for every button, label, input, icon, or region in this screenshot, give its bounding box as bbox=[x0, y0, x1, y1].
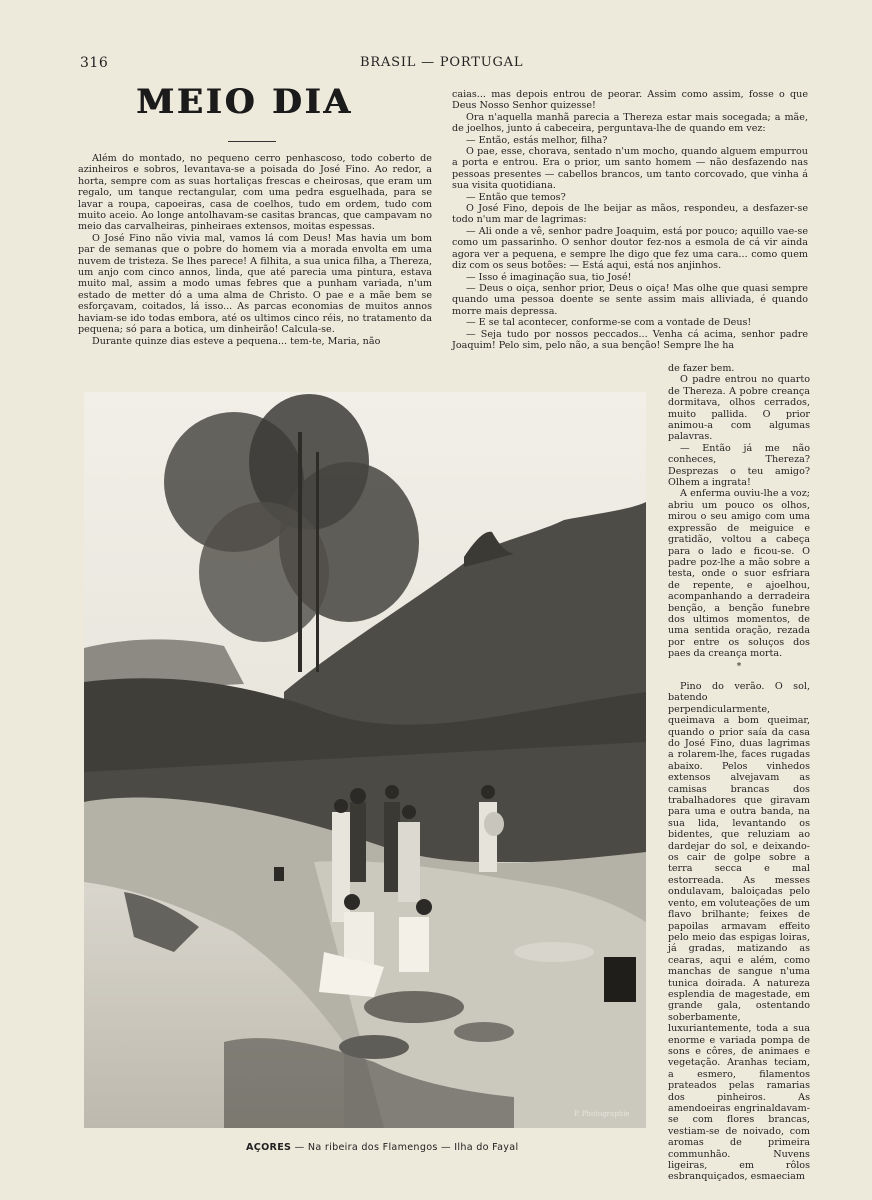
paragraph: — Seja tudo por nossos peccados... Venha cá acima, senhor padre Joaquim! Pelo sim, pelo não, a sua benção! Sempre lhe ha bbox=[452, 328, 808, 351]
paragraph: O José Fino, depois de lhe beijar as mãos, respondeu, a desfazer-se todo n'um mar de lagrimas: bbox=[452, 203, 808, 226]
photo-caption bbox=[246, 1142, 518, 1153]
title-divider bbox=[228, 141, 276, 142]
paragraph: A enferma ouviu-lhe a voz; abriu um pouco os olhos, mirou o seu amigo com uma expressão de meiguice e gratidão, voltou a cabeça para o lado e ficou-se. O padre poz-lhe a mão sobre a testa, onde o suor esfriara de repente, e ajoelhou, acompanhando a derradeira benção, a benção funebre dos ultimos momentos, de uma sentida oração, rezada por entre os soluços dos paes da creança morta. bbox=[668, 488, 810, 660]
right-column bbox=[668, 363, 810, 1183]
photograph bbox=[84, 392, 646, 1128]
paragraph: — Ali onde a vê, senhor padre Joaquim, está por pouco; aquillo vae-se como um passarinho. O senhor doutor fez-nos a esmola de cá vir ainda agora ver a pequena, e sempre lhe digo que fez uma cara... como quem diz com os seus botões: — Está aqui, está nos anjinhos. bbox=[452, 225, 808, 272]
paragraph: — Isso é imaginação sua, tio José! bbox=[466, 271, 632, 283]
paragraph: O pae, esse, chorava, sentado n'um mocho, quando alguem empurrou a porta e entrou. Era o prior, um santo homem — não desfazendo nas pessoas presentes — cabellos brancos, um tanto corcovado, que vinha á sua visita quotidiana. bbox=[452, 146, 808, 192]
running-title: BRASIL — PORTUGAL bbox=[360, 55, 524, 70]
left-column bbox=[78, 153, 432, 347]
paragraph: — Então que temos? bbox=[466, 191, 566, 203]
photo-credit: P. Photographie bbox=[574, 1110, 630, 1118]
middle-column bbox=[452, 89, 808, 351]
paragraph: Durante quinze dias esteve a pequena... tem-te, Maria, não bbox=[92, 335, 381, 347]
paragraph: Pino do verão. O sol, batendo perpendicularmente, queimava a bom queimar, quando o prior saía da casa do José Fino, duas lagrimas a rolarem-lhe, faces rugadas abaixo. Pelos vinhedos extensos alvejavam as camisas brancas dos trabalhadores que giravam para uma e outra banda, na sua lida, levantando os bidentes, que reluziam ao dardejar do sol, e deixando-os cair de golpe sobre a terra secca e mal estorreada. As messes ondulavam, baloiçadas pelo vento, em voluteações de um flavo brilhante; feixes de papoilas armavam effeito pelo meio das espigas loiras, já gradas, matizando as cearas, aqui e além, como manchas de sangue n'uma tunica doirada. A natureza esplendia de magestade, em grande gala, ostentando soberbamente, luxuriantemente, toda a sua enorme e variada pompa de sons e côres, de animaes e vegetação. Aranhas teciam, a esmero, filamentos prateados pelas ramarias dos pinheiros. As amendoeiras engrinaldavam-se com flores brancas, vestiam-se de noivado, com aromas de primeira communhão. Nuvens ligeiras, em rôlos esbranquiçados, esmaeciam bbox=[668, 680, 810, 1183]
page-number: 316 bbox=[80, 55, 109, 71]
paragraph: O padre entrou no quarto de Thereza. A pobre creança dormitava, olhos cerrados, muito pallida. O prior animou-a com algumas palavras. bbox=[668, 374, 810, 443]
paragraph: Além do montado, no pequeno cerro penhascoso, todo coberto de azinheiros e sobros, levantava-se a poisada do José Fino. Ao redor, a horta, sempre com as suas hortaliças frescas e cheirosas, que eram um regalo, um tanque rectangular, com uma pedra esguelhada, para se lavar a roupa, capoeiras, casa de coelhos, tudo em ordem, tudo com muito aceio. Ao longe antolhavam-se casitas brancas, que campavam no meio das carvalheiras, pinheiraes extensos, moitas espessas. bbox=[78, 153, 432, 233]
article-title: MEIO DIA bbox=[136, 82, 353, 122]
paragraph: — Então já me não conheces, Thereza? Desprezas o teu amigo? Olhem a ingrata! bbox=[668, 442, 810, 489]
section-break: * bbox=[736, 661, 742, 672]
caption-place: AÇORES bbox=[246, 1142, 292, 1153]
paragraph: Ora n'aquella manhã parecia a Thereza estar mais socegada; a mãe, de joelhos, junto á cabeceira, perguntava-lhe de quando em vez: bbox=[452, 111, 808, 135]
paragraph: — E se tal acontecer, conforme-se com a vontade de Deus! bbox=[466, 317, 752, 329]
paragraph: — Deus o oiça, senhor prior, Deus o oiça! Mas olhe que quasi sempre quando uma pessoa doente se sente assim mais alliviada, é quando morre mais depressa. bbox=[452, 282, 808, 317]
caption-text: — Na ribeira dos Flamengos — Ilha do Fayal bbox=[291, 1142, 519, 1153]
paragraph: O José Fino não vivia mal, vamos lá com Deus! Mas havia um bom par de semanas que o pobre do homem via a morada envolta em uma nuvem de tristeza. Se lhes parece! A filhita, a sua unica filha, a Thereza, um anjo com cinco annos, linda, que até parecia uma pintura, estava muito mal, assim a modo umas febres que a punham variada, n'um estado de metter dó a uma alma de Christo. O pae e a mãe bem se esforçavam, coitados, lá isso... As parcas economias de muitos annos haviam-se ido todas embora, até os ultimos cinco réis, no tratamento da pequena; só para a botica, um dinheirão! Calcula-se. bbox=[78, 232, 432, 336]
paragraph: de fazer bem. bbox=[668, 363, 735, 374]
paragraph: — Então, estás melhor, filha? bbox=[466, 134, 608, 146]
paragraph: caias... mas depois entrou de peorar. Assim como assim, fosse o que Deus Nosso Senhor quizesse! bbox=[452, 89, 808, 112]
